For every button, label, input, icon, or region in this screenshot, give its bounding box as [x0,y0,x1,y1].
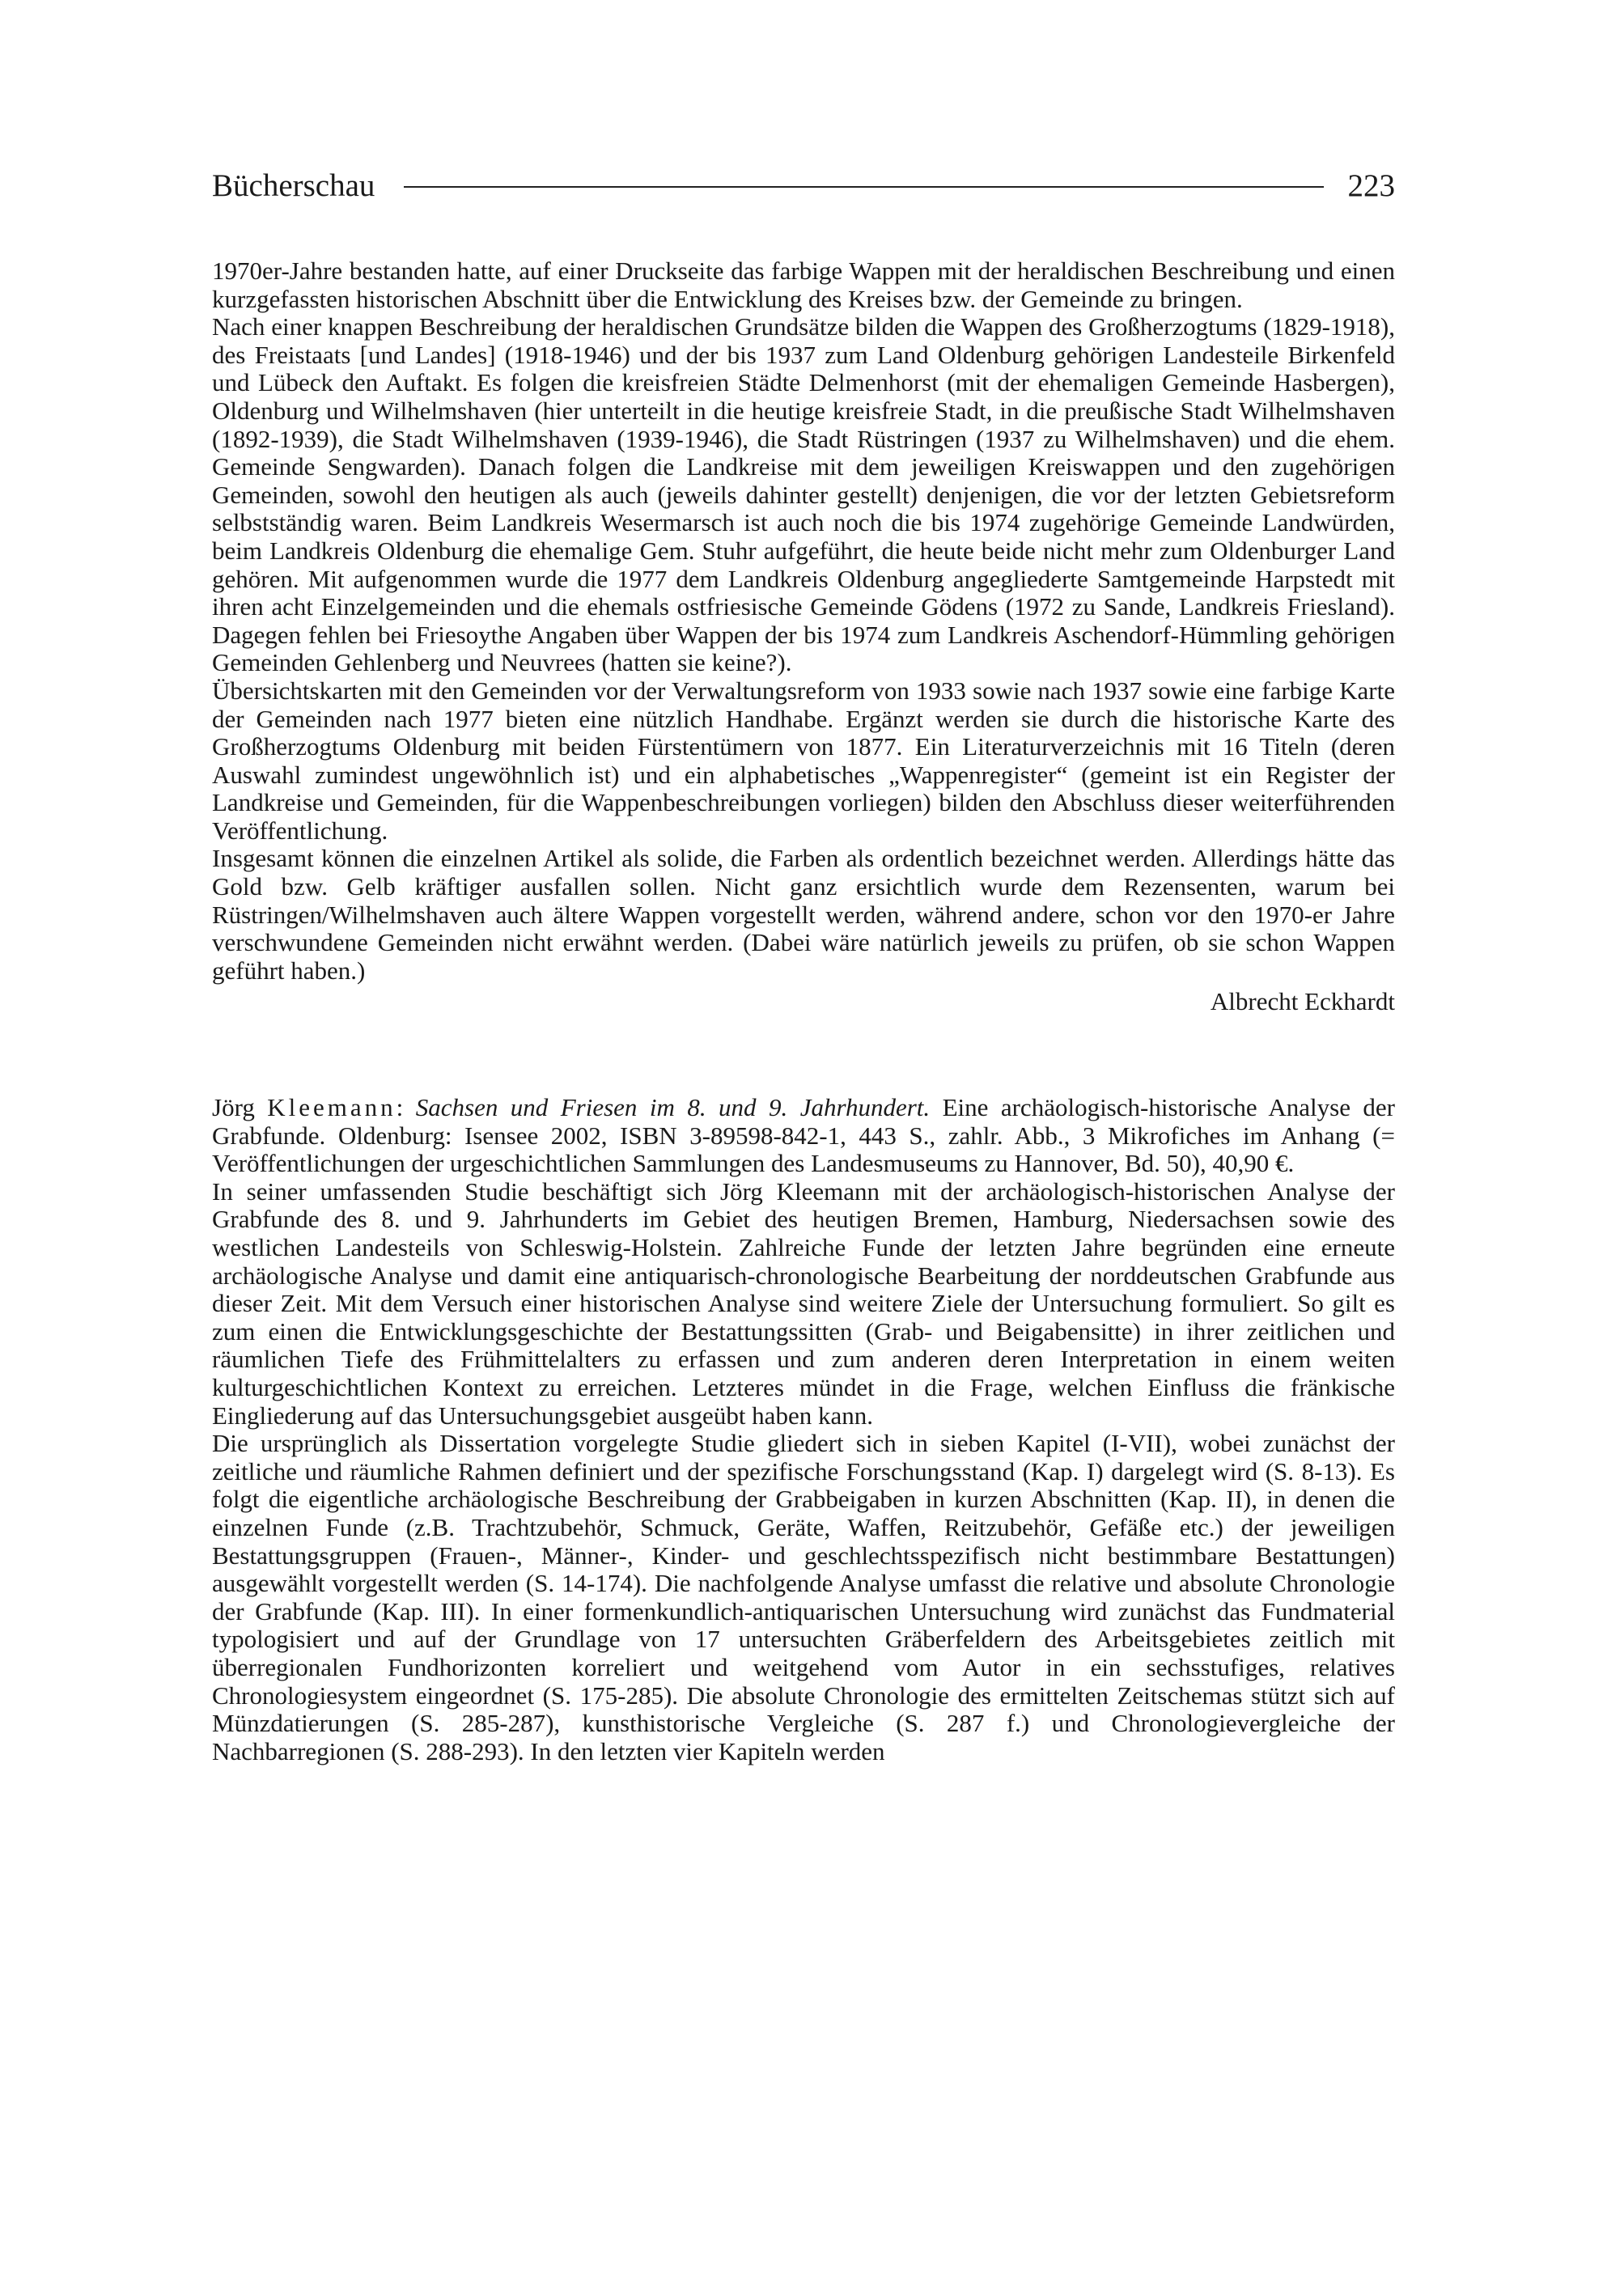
paragraph: In seiner umfassenden Studie beschäftigt sich Jörg Kleemann mit der archäologisch-historischen Analyse der Grabfunde des 8. und 9. Jahrhunderts im Gebiet des heutigen Bremen, Hamburg, Niedersachsen sowie des westlichen Landesteils von Schleswig-Holstein. Zahlreiche Funde der letzten Jahre begründen eine erneute archäologische Analyse und damit eine antiquarisch-chronologische Bearbeitung der norddeutschen Grabfunde aus dieser Zeit. Mit dem Versuch einer historischen Analyse sind weitere Ziele der Untersuchung formuliert. So gilt es zum einen die Entwicklungsgeschichte der Bestattungssitten (Grab- und Beigabensitte) in ihrer zeitlichen und räumlichen Tiefe des Frühmittelalters zu erfassen und zum anderen deren Interpretation in einem weiten kulturgeschichtlichen Kontext zu erreichen. Letzteres mündet in die Frage, welchen Einfluss die fränkische Eingliederung auf das Untersuchungsgebiet ausgeübt haben kann. [212,1176,1395,1430]
section-title: Bücherschau [212,167,375,203]
reviewer-signature: Albrecht Eckhardt [1210,987,1395,1016]
paragraph: Insgesamt können die einzelnen Artikel als solide, die Farben als ordentlich bezeichnet werden. Allerdings hätte das Gold bzw. Gelb kräftiger ausfallen sollen. Nicht ganz ersichtlich wurde dem Rezensenten, warum bei Rüstringen/Wilhelmshaven auch ältere Wappen vorgestellt werden, während andere, schon vor den 1970-er Jahre verschwundene Gemeinden nicht erwähnt werden. (Dabei wäre natürlich jeweils zu prüfen, ob sie schon Wappen geführt haben.) [212,844,1395,985]
citation-details: Eine archäologisch-historische Analyse der Grabfunde. Oldenburg: Isensee 2002, ISBN 3-89598-842-1, 443 S., zahlr. Abb., 3 Mikrofiches im Anhang (= Veröffentlichungen der urgeschichtlichen Sammlungen des Landesmuseums zu Hannover, Bd. 50), 40,90 €. [212,1093,1395,1178]
book-title: Sachsen und Friesen im 8. und 9. Jahrhundert. [415,1093,931,1122]
author-last-name: Kleemann [267,1093,396,1122]
paragraph: Übersichtskarten mit den Gemeinden vor der Verwaltungsreform von 1933 sowie nach 1937 sowie eine farbige Karte der Gemeinden nach 1977 bieten eine nützlich Handhabe. Ergänzt werden sie durch die historische Karte des Großherzogtums Oldenburg mit beiden Fürstentümern von 1877. Ein Literaturverzeichnis mit 16 Titeln (deren Auswahl zumindest ungewöhnlich ist) und ein alphabetisches „Wappenregister“ (gemeint ist ein Register der Landkreise und Gemeinden, für die Wappenbeschreibungen vorliegen) bilden den Abschluss dieser weiterführenden Veröffentlichung. [212,676,1395,845]
paragraph: Die ursprünglich als Dissertation vorgelegte Studie gliedert sich in sieben Kapitel (I-VII), wobei zunächst der zeitliche und räumliche Rahmen definiert und der spezifische Forschungsstand (Kap. I) dargelegt wird (S. 8-13). Es folgt die eigentliche archäologische Beschreibung der Grabbeigaben in kurzen Abschnitten (Kap. II), in denen die einzelnen Funde (z.B. Trachtzubehör, Schmuck, Geräte, Waffen, Reitzubehör, Gefäße etc.) der jeweiligen Bestattungsgruppen (Frauen-, Männer-, Kinder- und geschlechtsspezifisch nicht bestimmbare Bestattungen) ausgewählt vorgestellt werden (S. 14-174). Die nachfolgende Analyse umfasst die relative und absolute Chronologie der Grabfunde (Kap. III). In einer formenkundlich-antiquarischen Untersuchung wird zunächst das Fundmaterial typologisiert und auf der Grundlage von 17 untersuchten Gräberfeldern des Arbeitsgebietes zeitlich mit überregionalen Fundhorizonten korreliert und weitgehend vom Autor in ein sechsstufiges, relatives Chronologiesystem eingeordnet (S. 175-285). Die absolute Chronologie des ermittelten Zeitschemas stützt sich auf Münzdatierungen (S. 285-287), kunsthistorische Vergleiche (S. 287 f.) und Chronologievergleiche der Nachbarregionen (S. 288-293). In den letzten vier Kapiteln werden [212,1429,1395,1765]
paragraph: 1970er-Jahre bestanden hatte, auf einer Druckseite das farbige Wappen mit der heraldischen Beschreibung und einen kurzgefassten historischen Abschnitt über die Entwicklung des Kreises bzw. der Gemeinde zu bringen. [212,256,1395,313]
review-1 [212,257,1395,985]
author-first-name: Jörg [212,1093,255,1122]
header-rule [404,186,1323,188]
book-citation [212,1094,1395,1178]
paragraph: Nach einer knappen Beschreibung der heraldischen Grundsätze bilden die Wappen des Großherzogtums (1829-1918), des Freistaats [und Landes] (1918-1946) und der bis 1937 zum Land Oldenburg gehörigen Landesteile Birkenfeld und Lübeck den Auftakt. Es folgen die kreisfreien Städte Delmenhorst (mit der ehemaligen Gemeinde Hasbergen), Oldenburg und Wilhelmshaven (hier unterteilt in die heutige kreisfreie Stadt, in die preußische Stadt Wilhelmshaven (1892-1939), die Stadt Wilhelmshaven (1939-1946), die Stadt Rüstringen (1937 zu Wilhelmshaven) und die ehem. Gemeinde Sengwarden). Danach folgen die Landkreise mit dem jeweiligen Kreiswappen und den zugehörigen Gemeinden, sowohl den heutigen als auch (jeweils dahinter gestellt) denjenigen, die vor der letzten Gebietsreform selbstständig waren. Beim Landkreis Wesermarsch ist auch noch die bis 1974 zugehörige Gemeinde Landwürden, beim Landkreis Oldenburg die ehemalige Gem. Stuhr aufgeführt, die heute beide nicht mehr zum Oldenburger Land gehören. Mit aufgenommen wurde die 1977 dem Landkreis Oldenburg angegliederte Samtgemeinde Harpstedt mit ihren acht Einzelgemeinden und die ehemals ostfriesische Gemeinde Gödens (1972 zu Sande, Landkreis Friesland). Dagegen fehlen bei Friesoythe Angaben über Wappen der bis 1974 zum Landkreis Aschendorf-Hümmling gehörigen Gemeinden Gehlenberg und Neuvrees (hatten sie keine?). [212,312,1395,677]
section-gap [212,1016,1395,1094]
page-number: 223 [1347,167,1395,203]
citation-colon: : [396,1093,404,1122]
document-page [212,162,1395,1765]
review-2 [212,1094,1395,1765]
running-header [212,162,1395,209]
